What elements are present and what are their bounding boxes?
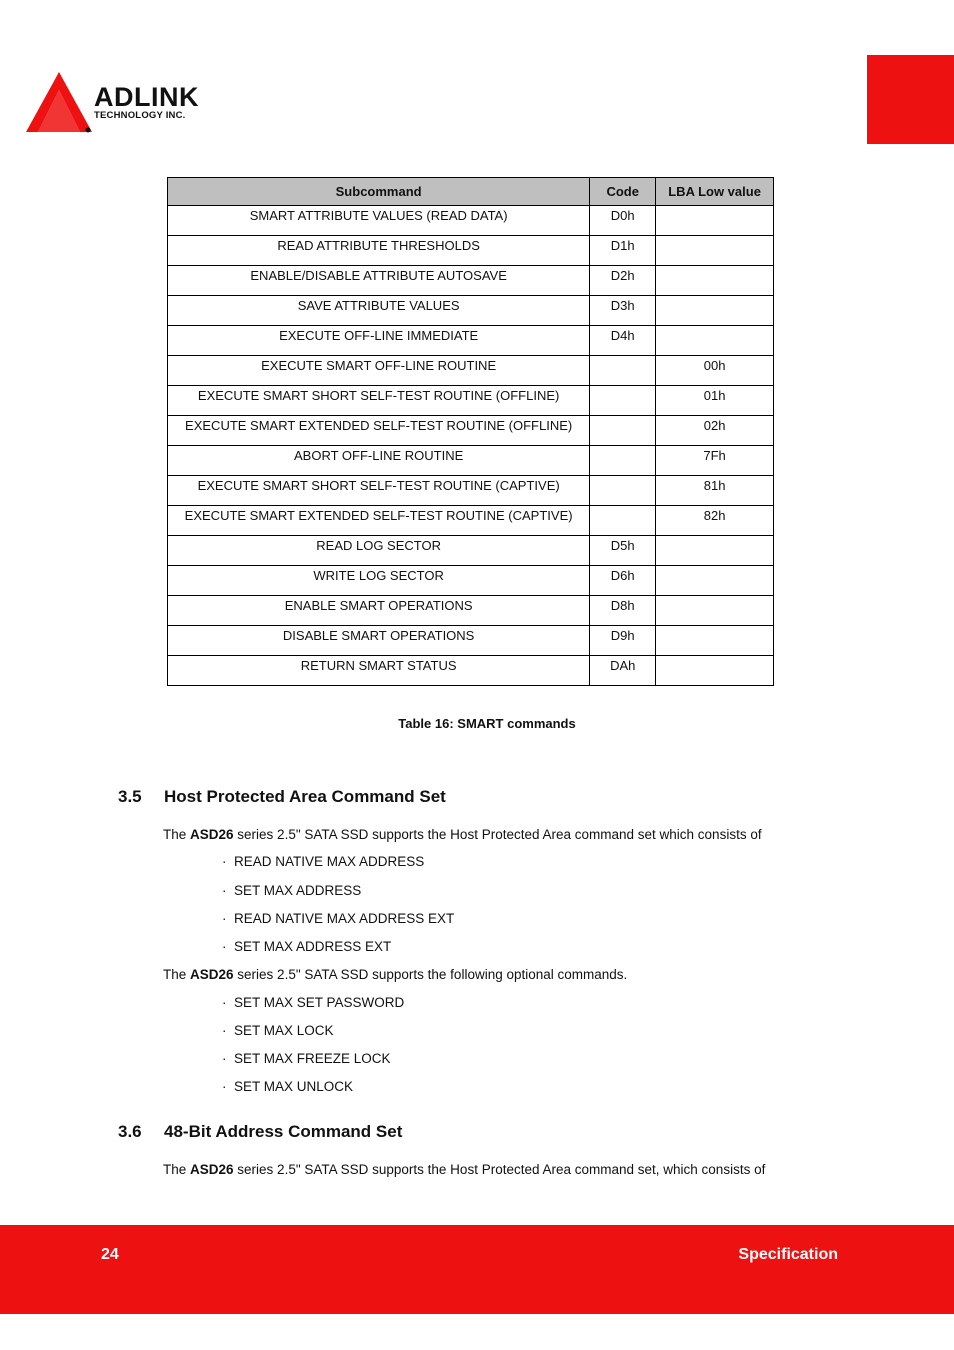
paragraph-text: series 2.5" SATA SSD supports the Host Protected Area command set, which consists of	[233, 1162, 766, 1177]
cell-lba-low-value	[656, 236, 774, 266]
cell-subcommand: ENABLE/DISABLE ATTRIBUTE AUTOSAVE	[168, 266, 590, 296]
paragraph-text: The	[163, 967, 191, 982]
bullet-icon: ·	[222, 1051, 227, 1066]
bullet-icon: ·	[222, 1079, 227, 1094]
list-item	[222, 883, 361, 898]
cell-code	[590, 356, 656, 386]
cell-subcommand: EXECUTE SMART SHORT SELF-TEST ROUTINE (OFFLINE)	[168, 386, 590, 416]
cell-code: D6h	[590, 566, 656, 596]
list-item	[222, 995, 404, 1010]
table-row	[168, 326, 774, 356]
bullet-icon: ·	[222, 883, 227, 898]
table-row	[168, 476, 774, 506]
list-item-text: READ NATIVE MAX ADDRESS EXT	[234, 911, 455, 926]
cell-lba-low-value: 02h	[656, 416, 774, 446]
list-item-text: SET MAX FREEZE LOCK	[234, 1051, 391, 1066]
logo-subtext: TECHNOLOGY INC.	[94, 110, 186, 121]
section-heading-3-6	[118, 1122, 402, 1142]
paragraph-text: The	[163, 1162, 191, 1177]
cell-subcommand: WRITE LOG SECTOR	[168, 566, 590, 596]
list-item	[222, 911, 454, 926]
table-header-row	[168, 178, 774, 206]
product-name: ASD26	[190, 1162, 234, 1177]
adlink-triangle-icon	[24, 70, 94, 138]
cell-code: D0h	[590, 206, 656, 236]
logo-wordmark: ADLINK	[94, 82, 199, 112]
cell-lba-low-value: 82h	[656, 506, 774, 536]
cell-subcommand: RETURN SMART STATUS	[168, 656, 590, 686]
cell-code: D3h	[590, 296, 656, 326]
column-header-code: Code	[590, 178, 656, 206]
list-item-text: SET MAX UNLOCK	[234, 1079, 354, 1094]
bullet-icon: ·	[222, 911, 227, 926]
paragraph-text: series 2.5" SATA SSD supports the following optional commands.	[233, 967, 628, 982]
cell-subcommand: ABORT OFF-LINE ROUTINE	[168, 446, 590, 476]
page-number: 24	[101, 1246, 119, 1263]
cell-subcommand: READ ATTRIBUTE THRESHOLDS	[168, 236, 590, 266]
list-item-text: SET MAX ADDRESS	[234, 883, 362, 898]
cell-code	[590, 476, 656, 506]
list-item-text: SET MAX SET PASSWORD	[234, 995, 405, 1010]
section-title: Host Protected Area Command Set	[164, 787, 446, 806]
table-row	[168, 206, 774, 236]
page-corner-tab	[867, 55, 954, 144]
cell-subcommand: ENABLE SMART OPERATIONS	[168, 596, 590, 626]
table-row	[168, 296, 774, 326]
list-item	[222, 1051, 391, 1066]
cell-subcommand: SAVE ATTRIBUTE VALUES	[168, 296, 590, 326]
paragraph	[163, 967, 627, 982]
list-item-text: SET MAX LOCK	[234, 1023, 334, 1038]
list-item	[222, 1023, 334, 1038]
cell-code: D1h	[590, 236, 656, 266]
cell-lba-low-value	[656, 566, 774, 596]
cell-lba-low-value	[656, 296, 774, 326]
cell-lba-low-value	[656, 626, 774, 656]
page-footer	[0, 1225, 954, 1314]
column-header-subcommand: Subcommand	[168, 178, 590, 206]
section-number: 3.6	[118, 1122, 142, 1141]
list-item-text: READ NATIVE MAX ADDRESS	[234, 854, 425, 869]
section-number: 3.5	[118, 787, 142, 806]
table-row	[168, 416, 774, 446]
smart-commands-table	[167, 177, 774, 686]
product-name: ASD26	[190, 827, 234, 842]
cell-subcommand: READ LOG SECTOR	[168, 536, 590, 566]
cell-code	[590, 506, 656, 536]
list-item	[222, 854, 424, 869]
table-row	[168, 566, 774, 596]
cell-lba-low-value: 81h	[656, 476, 774, 506]
cell-lba-low-value: 01h	[656, 386, 774, 416]
list-item	[222, 939, 391, 954]
cell-lba-low-value	[656, 656, 774, 686]
paragraph	[163, 827, 762, 842]
cell-subcommand: EXECUTE OFF-LINE IMMEDIATE	[168, 326, 590, 356]
cell-lba-low-value	[656, 206, 774, 236]
cell-subcommand: EXECUTE SMART OFF-LINE ROUTINE	[168, 356, 590, 386]
table-row	[168, 446, 774, 476]
cell-lba-low-value	[656, 596, 774, 626]
table-row	[168, 356, 774, 386]
table-row	[168, 626, 774, 656]
bullet-icon: ·	[222, 939, 227, 954]
column-header-lba-low-value: LBA Low value	[656, 178, 774, 206]
bullet-icon: ·	[222, 1023, 227, 1038]
paragraph	[163, 1162, 765, 1177]
footer-title: Specification	[738, 1246, 838, 1263]
cell-subcommand: EXECUTE SMART SHORT SELF-TEST ROUTINE (CAPTIVE)	[168, 476, 590, 506]
cell-subcommand: EXECUTE SMART EXTENDED SELF-TEST ROUTINE (OFFLINE)	[168, 416, 590, 446]
table-row	[168, 596, 774, 626]
cell-subcommand: EXECUTE SMART EXTENDED SELF-TEST ROUTINE (CAPTIVE)	[168, 506, 590, 536]
cell-code: D2h	[590, 266, 656, 296]
bullet-icon: ·	[222, 995, 227, 1010]
cell-subcommand: SMART ATTRIBUTE VALUES (READ DATA)	[168, 206, 590, 236]
cell-lba-low-value: 7Fh	[656, 446, 774, 476]
section-title: 48-Bit Address Command Set	[164, 1122, 403, 1141]
product-name: ASD26	[190, 967, 234, 982]
table-row	[168, 656, 774, 686]
table-row	[168, 386, 774, 416]
cell-lba-low-value	[656, 326, 774, 356]
cell-code: D4h	[590, 326, 656, 356]
bullet-icon: ·	[222, 854, 227, 869]
table-row	[168, 506, 774, 536]
cell-lba-low-value	[656, 536, 774, 566]
cell-code	[590, 446, 656, 476]
section-heading-3-5	[118, 787, 446, 807]
table-row	[168, 236, 774, 266]
list-item-text: SET MAX ADDRESS EXT	[234, 939, 392, 954]
cell-lba-low-value: 00h	[656, 356, 774, 386]
table-row	[168, 536, 774, 566]
cell-code	[590, 386, 656, 416]
cell-subcommand: DISABLE SMART OPERATIONS	[168, 626, 590, 656]
cell-code: D8h	[590, 596, 656, 626]
list-item	[222, 1079, 353, 1094]
company-logo	[24, 70, 234, 140]
table-row	[168, 266, 774, 296]
cell-code: D5h	[590, 536, 656, 566]
cell-code	[590, 416, 656, 446]
paragraph-text: series 2.5" SATA SSD supports the Host Protected Area command set which consists of	[233, 827, 762, 842]
cell-code: D9h	[590, 626, 656, 656]
cell-code: DAh	[590, 656, 656, 686]
paragraph-text: The	[163, 827, 191, 842]
table-caption: Table 16: SMART commands	[398, 716, 576, 731]
cell-lba-low-value	[656, 266, 774, 296]
